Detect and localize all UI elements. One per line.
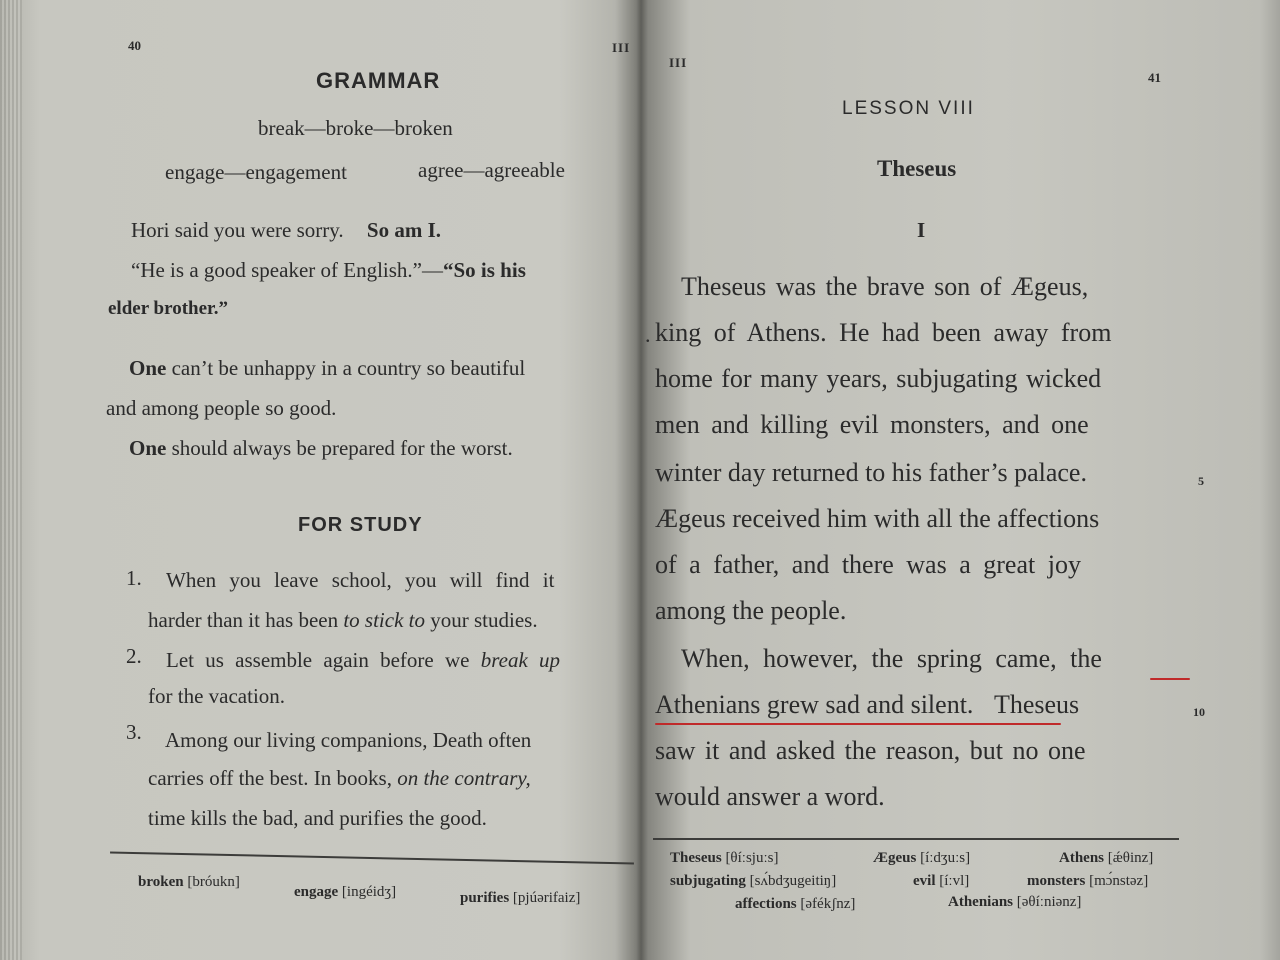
study-text: your studies. <box>430 608 538 632</box>
page-number: 41 <box>1148 70 1161 85</box>
vocab-pron: [əθíːniənz] <box>1016 894 1082 910</box>
footnote-rule <box>653 838 1179 840</box>
paragraph-line: Theseus was the brave son of Ægeus, <box>681 272 1089 301</box>
example-2-cont: elder brother.” <box>108 298 228 319</box>
part-number: I <box>917 218 926 242</box>
example-1 <box>131 218 441 243</box>
vocab-entry <box>1027 873 1148 890</box>
vocab-pron: [ǽθinz] <box>1107 850 1154 866</box>
vocab-entry <box>670 850 778 867</box>
paragraph-line: would answer a word. <box>655 782 885 811</box>
paragraph-line: When, however, the spring came, the <box>681 644 1102 673</box>
word-form-break: break—broke—broken <box>258 116 453 140</box>
paragraph-line: home for many years, subjugating wicked <box>655 364 1102 393</box>
study-1-line-2 <box>148 608 538 633</box>
page-edge <box>0 0 22 960</box>
example-4 <box>129 436 513 461</box>
study-number: 1. <box>126 566 142 590</box>
vocab-pron: [mɔ́nstəz] <box>1089 873 1149 889</box>
margin-dot: . <box>645 322 651 347</box>
red-underline <box>1150 678 1190 680</box>
vocab-word: broken <box>138 874 184 890</box>
paragraph-line: among the people. <box>655 596 847 625</box>
example-bold: One <box>129 356 167 380</box>
vocab-word: monsters <box>1027 873 1086 889</box>
vocab-word: subjugating <box>670 873 746 889</box>
vocab-entry <box>294 884 396 901</box>
study-2-line-2: for the vacation. <box>148 684 286 708</box>
study-italic: break up <box>480 648 561 672</box>
vocab-entry <box>873 850 970 867</box>
study-text: carries off the best. In books, <box>148 766 392 790</box>
vocab-pron: [íːvl] <box>939 873 970 889</box>
red-underline <box>655 723 1061 725</box>
paragraph-line: winter day returned to his father’s palace. <box>655 458 1087 487</box>
paragraph-line: men and killing evil monsters, and one <box>655 410 1089 439</box>
paragraph-line: saw it and asked the reason, but no one <box>655 736 1086 765</box>
vocab-entry <box>138 874 240 891</box>
vocab-word: Ægeus <box>873 850 917 866</box>
example-bold: One <box>129 436 167 460</box>
vocab-pron: [θíːsjuːs] <box>725 850 779 866</box>
vocab-pron: [əfékʃnz] <box>800 896 856 912</box>
vocab-pron: [íːdʒuːs] <box>920 850 971 866</box>
grammar-title: GRAMMAR <box>316 68 441 93</box>
vocab-word: affections <box>735 896 797 912</box>
example-3-cont: and among people so good. <box>106 396 337 420</box>
vocab-pron: [bróukn] <box>187 874 240 890</box>
vocab-entry <box>735 896 855 913</box>
vocab-word: evil <box>913 873 936 889</box>
study-text: Let us assemble again before we <box>166 648 470 672</box>
example-2 <box>131 258 526 283</box>
paragraph-line: Ægeus received him with all the affections <box>655 504 1100 533</box>
study-number: 2. <box>126 644 142 668</box>
section-mark: III <box>612 40 631 55</box>
study-text: harder than it has been <box>148 608 339 632</box>
study-1-line-1: When you leave school, you will find it <box>166 568 555 592</box>
vocab-word: purifies <box>460 890 510 906</box>
vocab-pron: [sʌ́bdʒugeitiŋ] <box>749 873 837 889</box>
paragraph-text: Theseus <box>993 690 1080 719</box>
study-italic: to stick to <box>343 608 425 632</box>
vocab-entry <box>913 873 969 890</box>
paragraph-line: of a father, and there was a great joy <box>655 550 1081 579</box>
example-bold: “So is his <box>443 258 526 282</box>
example-text: should always be prepared for the worst. <box>171 436 513 460</box>
page-number: 40 <box>128 38 141 53</box>
study-3-line-2 <box>148 766 531 791</box>
vocab-word: engage <box>294 884 339 900</box>
line-number: 10 <box>1193 705 1205 719</box>
vocab-word: Theseus <box>670 850 722 866</box>
vocab-entry <box>670 873 836 890</box>
vocab-word: Athenians <box>948 894 1014 910</box>
vocab-entry <box>460 890 580 907</box>
study-italic: on the contrary, <box>397 766 531 790</box>
vocab-pron: [ingéidʒ] <box>341 884 397 900</box>
right-page <box>645 0 1280 960</box>
paragraph-line <box>655 690 1079 720</box>
study-heading: FOR STUDY <box>298 514 423 536</box>
vocab-entry <box>948 894 1081 911</box>
vocab-word: Athens <box>1059 850 1105 866</box>
vocab-entry <box>1059 850 1153 867</box>
example-text: Hori said you were sorry. <box>131 218 344 242</box>
word-form-engage: engage—engagement <box>165 160 347 184</box>
underlined-text: Athenians grew sad and silent. <box>655 690 974 719</box>
example-text: can’t be unhappy in a country so beautiful <box>171 356 526 380</box>
example-text: “He is a good speaker of English.”— <box>131 258 443 282</box>
lesson-heading: LESSON VIII <box>842 98 975 119</box>
paragraph-line: king of Athens. He had been away from <box>655 318 1112 347</box>
word-form-agree: agree—agreeable <box>418 158 565 182</box>
section-mark: III <box>669 55 688 70</box>
example-bold: So am I. <box>366 218 442 242</box>
line-number: 5 <box>1198 474 1204 488</box>
footnote-rule <box>110 852 634 865</box>
study-3-line-3: time kills the bad, and purifies the good. <box>148 806 487 830</box>
study-2-line-1 <box>166 648 560 673</box>
study-3-line-1: Among our living companions, Death often <box>165 728 532 752</box>
example-3 <box>129 356 525 381</box>
vocab-pron: [pjúərifaiz] <box>512 890 581 906</box>
study-number: 3. <box>126 720 142 744</box>
lesson-title: Theseus <box>877 156 957 181</box>
